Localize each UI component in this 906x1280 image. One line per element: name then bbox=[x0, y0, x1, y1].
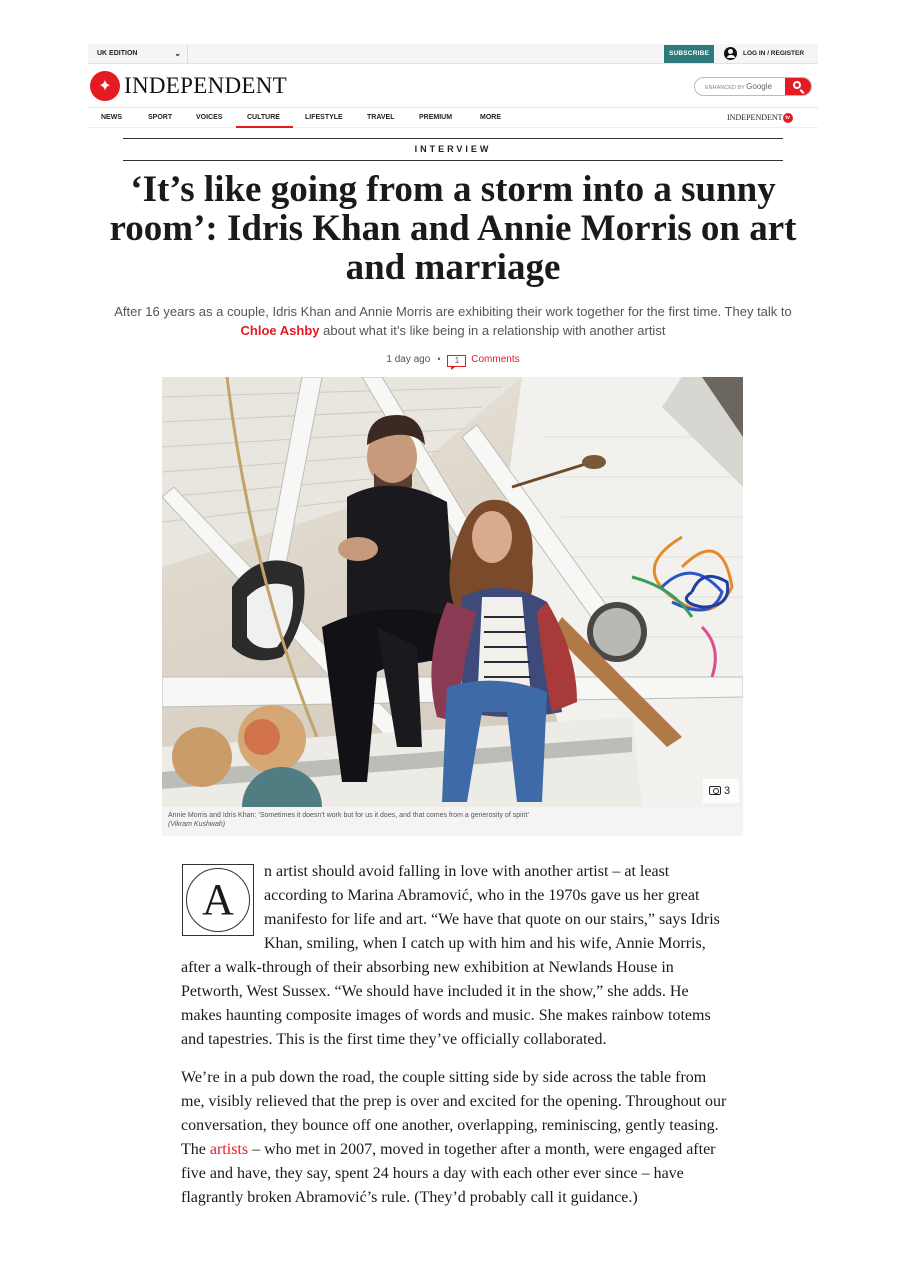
user-icon bbox=[724, 47, 737, 60]
nav-item-lifestyle[interactable]: LIFESTYLE bbox=[305, 114, 343, 121]
article-body bbox=[181, 860, 727, 1224]
standfirst-text-1: After 16 years as a couple, Idris Khan and Annie Morris are exhibiting their work together for the first time. They talk to bbox=[114, 304, 792, 319]
article-meta bbox=[103, 350, 803, 369]
independent-tv-link[interactable] bbox=[727, 108, 793, 128]
publish-time: 1 day ago bbox=[386, 354, 431, 365]
independent-tv-label: INDEPENDENT bbox=[727, 113, 783, 122]
search-box bbox=[694, 77, 812, 96]
search-button[interactable] bbox=[785, 78, 811, 95]
photo-caption bbox=[168, 811, 738, 829]
gallery-count: 3 bbox=[724, 785, 731, 797]
search-brand-small: ENHANCED BY bbox=[705, 85, 745, 91]
subscribe-button[interactable]: SUBSCRIBE bbox=[664, 45, 714, 63]
artists-link[interactable]: artists bbox=[209, 1141, 249, 1158]
comments-link[interactable] bbox=[447, 354, 519, 365]
login-register-label: LOG IN / REGISTER bbox=[743, 50, 805, 57]
camera-icon bbox=[709, 786, 721, 795]
standfirst-text-2: about what it’s like being in a relationship with another artist bbox=[319, 323, 666, 338]
lead-figure bbox=[162, 377, 743, 836]
caption-text: Annie Morris and Idris Khan: ‘Sometimes it doesn’t work but for us it does, and that comes from a generosity of spirit’ bbox=[168, 812, 530, 819]
search-brand-name: Google bbox=[746, 82, 772, 91]
section-label[interactable]: INTERVIEW bbox=[123, 138, 783, 161]
nav-item-sport[interactable]: SPORT bbox=[148, 114, 173, 121]
main-nav bbox=[88, 108, 818, 128]
headline: ‘It’s like going from a storm into a sunny room’: Idris Khan and Annie Morris on art and marriage bbox=[109, 169, 797, 288]
comments-label: Comments bbox=[471, 354, 520, 365]
separator-dot: • bbox=[437, 354, 441, 364]
masthead bbox=[88, 64, 818, 108]
nav-item-more[interactable]: MORE bbox=[480, 114, 501, 121]
paragraph-1-text: n artist should avoid falling in love with another artist – at least according to Marina Abramović, who in the 1970s gave us her great manifesto for life and art. “We have that quote on our stairs,” says Idris Khan, smiling, when I catch up with him and his wife, Annie Morris, after a walk-through of their absorbing new exhibition at Newlands House in Petworth, West Sussex. “We should have included it in the show,” she adds. He makes haunting composite images of words and music. She makes rainbow totems and tapestries. This is the first time they’ve officially collaborated. bbox=[181, 863, 720, 1048]
comment-icon: 1 bbox=[447, 355, 466, 367]
nav-item-travel[interactable]: TRAVEL bbox=[367, 114, 395, 121]
nav-item-news[interactable]: NEWS bbox=[101, 114, 122, 121]
paragraph-2-text-1: We’re in a pub down the road, the couple sitting side by side across the table from me, visibly relieved that the prep is over and excited for the opening. Throughout our conversation, they bounce off one another, overlapping, reminiscing, gently teasing. The bbox=[181, 1069, 727, 1158]
top-bar bbox=[88, 44, 818, 64]
chevron-down-icon: ⌄ bbox=[174, 49, 181, 58]
author-link[interactable]: Chloe Ashby bbox=[240, 323, 320, 338]
edition-selector[interactable] bbox=[88, 44, 188, 64]
gallery-button[interactable] bbox=[703, 779, 739, 803]
dropcap bbox=[182, 864, 254, 936]
photo-credit: (Vikram Kushwah) bbox=[168, 821, 226, 828]
search-icon bbox=[793, 81, 801, 89]
edition-label: UK EDITION bbox=[97, 50, 138, 57]
photo-illustration bbox=[162, 377, 743, 807]
paragraph-2 bbox=[181, 1066, 727, 1210]
nav-item-voices[interactable]: VOICES bbox=[196, 114, 223, 121]
nav-item-culture[interactable]: CULTURE bbox=[236, 108, 293, 128]
nav-item-premium[interactable]: PREMIUM bbox=[419, 114, 453, 121]
lead-photo[interactable] bbox=[162, 377, 743, 807]
search-input[interactable] bbox=[695, 78, 787, 95]
standfirst bbox=[103, 302, 803, 340]
eagle-logo-icon[interactable]: ✦ bbox=[90, 71, 120, 101]
dropcap-letter: A bbox=[186, 868, 250, 932]
paragraph-2-text-2: – who met in 2007, moved in together after a month, were engaged after five and have, they say, spent 24 hours a day with each other ever since – have flagrantly broken Abramović’s rule. (They’d probably call it guidance.) bbox=[181, 1141, 716, 1206]
tv-badge: tv bbox=[783, 113, 793, 123]
login-register-link[interactable] bbox=[724, 44, 804, 64]
site-logo[interactable]: INDEPENDENT bbox=[124, 73, 287, 98]
paragraph-1 bbox=[181, 860, 727, 1052]
